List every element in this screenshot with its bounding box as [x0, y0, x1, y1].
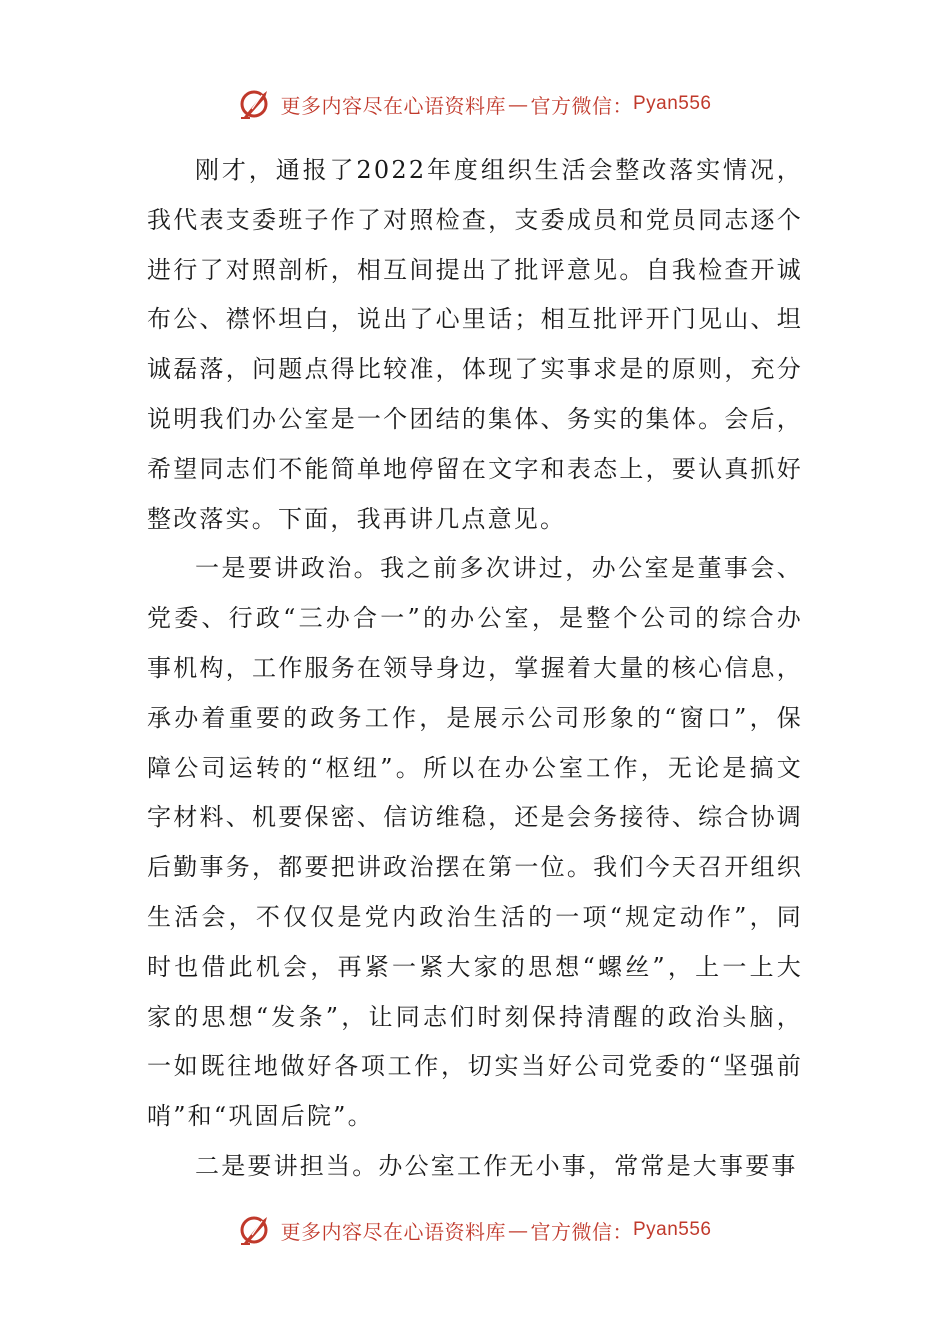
- document-body: [147, 146, 803, 1192]
- header-watermark-banner: [0, 82, 950, 126]
- banner-dash: —: [507, 1218, 529, 1242]
- quill-pen-logo-icon: [238, 1213, 272, 1247]
- paragraph-1: 刚才，通报了2022年度组织生活会整改落实情况，我代表支委班子作了对照检查，支委成员和党员同志逐个进行了对照剖析，相互间提出了批评意见。自我检查开诚布公、襟怀坦白，说出了心里话；相互批评开门见山、坦诚磊落，问题点得比较准，体现了实事求是的原则，充分说明我们办公室是一个团结的集体、务实的集体。会后，希望同志们不能简单地停留在文字和表态上，要认真抓好整改落实。下面，我再讲几点意见。: [147, 156, 803, 533]
- banner-dash: —: [507, 92, 529, 116]
- quill-pen-logo-icon: [238, 87, 272, 121]
- footer-watermark-banner: [0, 1208, 950, 1252]
- banner-wechat-id: Pyan556: [632, 1219, 712, 1240]
- banner-contact-label: 官方微信：: [530, 1219, 633, 1244]
- banner-site-name: 更多内容尽在心语资料库: [280, 93, 506, 118]
- banner-site-name: 更多内容尽在心语资料库: [280, 1219, 506, 1244]
- paragraph-3: 二是要讲担当。办公室工作无小事，常常是大事要事: [195, 1151, 798, 1180]
- banner-wechat-id: Pyan556: [632, 93, 712, 114]
- paragraph-2: 一是要讲政治。我之前多次讲过，办公室是董事会、党委、行政“三办合一”的办公室，是整个公司的综合办事机构，工作服务在领导身边，掌握着大量的核心信息，承办着重要的政务工作，是展示公司形象的“窗口”，保障公司运转的“枢纽”。所以在办公室工作，无论是搞文字材料、机要保密、信访维稳，还是会务接待、综合协调后勤事务，都要把讲政治摆在第一位。我们今天召开组织生活会，不仅仅是党内政治生活的一项“规定动作”，同时也借此机会，再紧一紧大家的思想“螺丝”，上一上大家的思想“发条”，让同志们时刻保持清醒的政治头脑，一如既往地做好各项工作，切实当好公司党委的“坚强前哨”和“巩固后院”。: [147, 554, 803, 1131]
- banner-contact-label: 官方微信：: [530, 93, 633, 118]
